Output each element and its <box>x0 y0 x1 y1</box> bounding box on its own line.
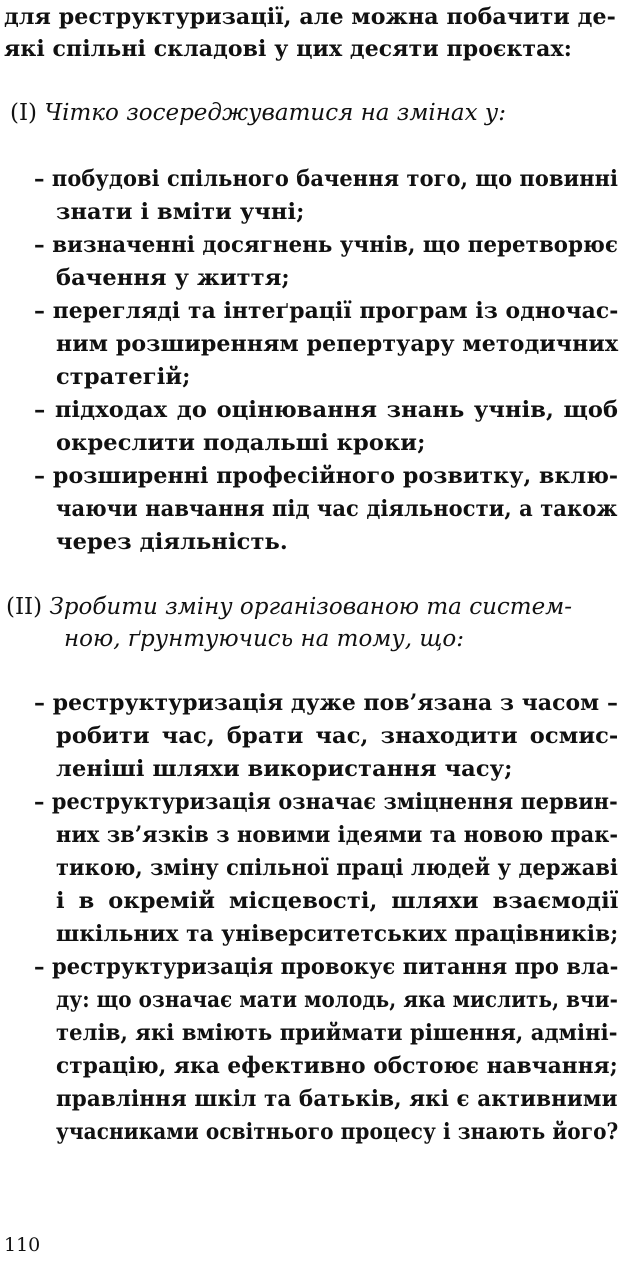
intro-line-1: для реструктуризації, але можна побачити де- <box>4 4 616 30</box>
list-item: – реструктуризація дуже пов’язана з часом – <box>34 690 619 716</box>
list-item: шкільних та університетських працівників; <box>56 921 619 947</box>
list-item: – розширенні професійного розвитку, вклю- <box>34 463 619 489</box>
list-item: робити час, брати час, знаходити осмис- <box>56 723 619 749</box>
section-2-marker: (II) <box>6 594 43 620</box>
list-item: – побудові спільного бачення того, що повинні <box>34 166 619 192</box>
section-2-heading-line-2 <box>64 624 464 654</box>
list-item: – перегляді та інтеґрації програм із одночас- <box>34 298 619 324</box>
list-item: знати і вміти учні; <box>56 199 305 225</box>
section-2-heading-text: Зробити зміну організованою та систем- <box>49 594 573 620</box>
section-2-heading-text-2: ною, ґрунтуючись на тому, що: <box>64 626 464 652</box>
list-item: правління шкіл та батьків, які є активними <box>56 1086 618 1112</box>
list-item: – підходах до оцінювання знань учнів, щоб <box>34 397 619 423</box>
section-1-heading <box>10 98 506 128</box>
list-item: стратегій; <box>56 364 191 390</box>
list-item: телів, які вміють приймати рішення, адміні- <box>56 1020 618 1046</box>
list-item: – реструктуризація провокує питання про вла- <box>34 954 619 980</box>
list-item: учасниками освітнього процесу і знають його? <box>56 1119 619 1145</box>
list-item: леніші шляхи використання часу; <box>56 756 513 782</box>
page-number: 110 <box>4 1234 41 1256</box>
list-item: через діяльність. <box>56 529 288 555</box>
section-1-heading-text: Чітко зосереджуватися на змінах у: <box>44 100 506 126</box>
intro-line-2: які спільні складові у цих десяти проєктах: <box>4 36 572 62</box>
list-item: окреслити подальші кроки; <box>56 430 426 456</box>
list-item: бачення у життя; <box>56 265 290 291</box>
list-item: страцію, яка ефективно обстоює навчання; <box>56 1053 618 1079</box>
list-item: – визначенні досягнень учнів, що перетворює <box>34 232 618 258</box>
list-item: ду: що означає мати молодь, яка мислить, вчи- <box>56 987 618 1013</box>
list-item: тикою, зміну спільної праці людей у державі <box>56 855 619 881</box>
list-item: чаючи навчання під час діяльности, а також <box>56 496 618 522</box>
list-item: ним розширенням репертуару методичних <box>56 331 619 357</box>
list-item: і в окремій місцевості, шляхи взаємодії <box>56 888 619 914</box>
list-item: них зв’язків з новими ідеями та новою прак- <box>56 822 619 848</box>
section-2-heading-line-1 <box>6 592 572 622</box>
section-1-marker: (I) <box>10 100 38 126</box>
list-item: – реструктуризація означає зміцнення первин- <box>34 789 618 815</box>
